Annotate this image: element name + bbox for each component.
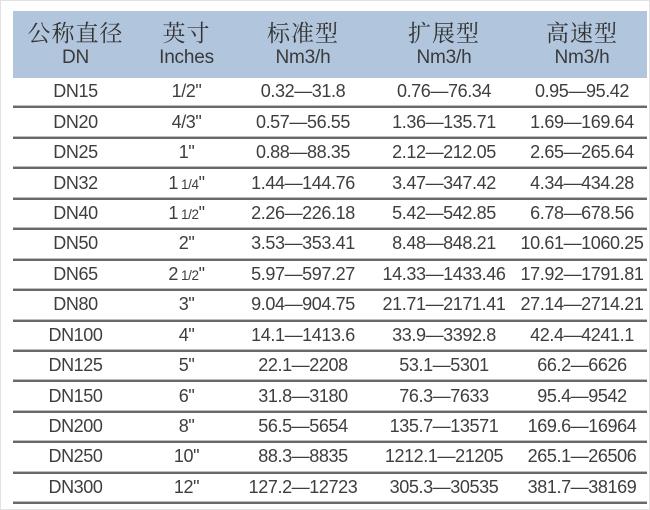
cell-inches xyxy=(138,477,235,498)
cell-high-speed-range: 42.4—4241.1 xyxy=(530,324,634,345)
table-row xyxy=(13,322,647,349)
cell-dn: DN150 xyxy=(48,385,103,406)
cell-extended-range: 53.1—5301 xyxy=(399,355,489,376)
cell-extended-range: 1.36—135.71 xyxy=(392,111,496,132)
cell-dn: DN50 xyxy=(53,233,98,254)
table-row xyxy=(13,382,647,409)
cell-inches xyxy=(138,173,235,194)
inch-whole: 4/3 xyxy=(171,111,196,132)
cell-extended-range: 5.42—542.85 xyxy=(392,202,496,223)
inch-mark: " xyxy=(198,202,205,223)
cell-extended-range: 3.47—347.42 xyxy=(392,172,496,193)
cell-high-speed-range: 169.6—16964 xyxy=(527,416,637,437)
cell-standard-range: 0.57—56.55 xyxy=(255,111,351,132)
cell-high-speed-range: 66.2—6626 xyxy=(537,355,627,376)
inch-mark: " xyxy=(195,111,202,132)
cell-extended-range: 14.33—1433.46 xyxy=(382,263,506,284)
column-title: 标准型 xyxy=(267,19,339,46)
cell-inches xyxy=(138,81,235,102)
table-row xyxy=(13,413,647,440)
table-row xyxy=(13,108,647,135)
inch-whole: 5 xyxy=(178,355,189,376)
cell-dn: DN250 xyxy=(48,446,103,467)
cell-extended-range: 2.12—212.05 xyxy=(392,142,496,163)
cell-high-speed-range: 265.1—26506 xyxy=(527,446,637,467)
cell-high-speed-range: 0.95—95.42 xyxy=(534,81,630,102)
column-header-high-speed xyxy=(517,20,647,69)
cell-standard-range: 1.44—144.76 xyxy=(251,172,355,193)
column-title: 扩展型 xyxy=(408,19,480,46)
cell-standard-range: 127.2—12723 xyxy=(248,476,358,497)
table-row xyxy=(13,352,647,379)
table-row xyxy=(13,169,647,196)
inch-whole: 4 xyxy=(178,324,189,345)
inch-whole: 6 xyxy=(178,385,189,406)
cell-extended-range: 33.9—3392.8 xyxy=(392,324,496,345)
inch-whole: 1 xyxy=(168,202,179,223)
column-header-extended xyxy=(371,20,517,69)
cell-inches xyxy=(138,203,235,224)
column-header-dn xyxy=(13,20,138,69)
cell-inches xyxy=(138,233,235,254)
table-row xyxy=(13,230,647,257)
cell-high-speed-range: 17.92—1791.81 xyxy=(520,263,644,284)
cell-inches xyxy=(138,112,235,133)
inch-mark: " xyxy=(193,446,200,467)
cell-dn: DN300 xyxy=(48,476,103,497)
cell-extended-range: 8.48—848.21 xyxy=(392,233,496,254)
table-header xyxy=(13,11,647,78)
inch-mark: " xyxy=(188,294,195,315)
row-separator xyxy=(13,501,647,504)
inch-mark: " xyxy=(195,81,202,102)
inch-mark: " xyxy=(198,263,205,284)
inch-whole: 3 xyxy=(178,294,189,315)
column-title: 英寸 xyxy=(162,19,211,46)
cell-dn: DN100 xyxy=(48,324,103,345)
cell-dn: DN40 xyxy=(53,202,98,223)
cell-dn: DN32 xyxy=(53,172,98,193)
column-header-inches xyxy=(138,20,235,69)
cell-dn: DN15 xyxy=(53,81,98,102)
cell-dn: DN125 xyxy=(48,355,103,376)
cell-high-speed-range: 10.61—1060.25 xyxy=(520,233,644,254)
cell-extended-range: 0.76—76.34 xyxy=(396,81,492,102)
cell-dn: DN200 xyxy=(48,416,103,437)
cell-inches xyxy=(138,355,235,376)
cell-high-speed-range: 4.34—434.28 xyxy=(530,172,634,193)
cell-standard-range: 88.3—8835 xyxy=(258,446,348,467)
column-subtitle: Inches xyxy=(159,47,214,69)
cell-high-speed-range: 1.69—169.64 xyxy=(530,111,634,132)
cell-extended-range: 76.3—7633 xyxy=(399,385,489,406)
table-row xyxy=(13,291,647,318)
cell-high-speed-range: 6.78—678.56 xyxy=(530,202,634,223)
cell-standard-range: 0.88—88.35 xyxy=(255,142,351,163)
cell-standard-range: 3.53—353.41 xyxy=(251,233,355,254)
cell-inches xyxy=(138,446,235,467)
inch-whole: 12 xyxy=(173,476,194,497)
cell-standard-range: 2.26—226.18 xyxy=(251,202,355,223)
table-row xyxy=(13,261,647,288)
inch-mark: " xyxy=(188,385,195,406)
table-row xyxy=(13,443,647,470)
inch-whole: 2 xyxy=(168,263,179,284)
table-body xyxy=(13,78,647,504)
column-subtitle: Nm3/h xyxy=(554,47,610,69)
cell-dn: DN65 xyxy=(53,263,98,284)
cell-high-speed-range: 27.14—2714.21 xyxy=(520,294,644,315)
inch-mark: " xyxy=(188,355,195,376)
column-subtitle: Nm3/h xyxy=(416,47,472,69)
column-title: 高速型 xyxy=(546,19,618,46)
cell-high-speed-range: 2.65—265.64 xyxy=(530,142,634,163)
inch-whole: 1 xyxy=(178,142,189,163)
cell-standard-range: 22.1—2208 xyxy=(258,355,348,376)
inch-mark: " xyxy=(188,324,195,345)
inch-fraction: 1/4 xyxy=(181,176,199,192)
cell-inches xyxy=(138,416,235,437)
cell-inches xyxy=(138,386,235,407)
cell-standard-range: 56.5—5654 xyxy=(258,416,348,437)
inch-mark: " xyxy=(193,476,200,497)
inch-whole: 8 xyxy=(178,416,189,437)
cell-inches xyxy=(138,264,235,285)
cell-inches xyxy=(138,294,235,315)
cell-extended-range: 305.3—30535 xyxy=(389,476,499,497)
table-row xyxy=(13,474,647,501)
inch-mark: " xyxy=(198,172,205,193)
table-row xyxy=(13,200,647,227)
column-title: 公称直径 xyxy=(27,19,124,46)
table-row xyxy=(13,78,647,105)
cell-extended-range: 21.71—2171.41 xyxy=(382,294,506,315)
inch-fraction: 1/2 xyxy=(181,206,199,222)
inch-whole: 10 xyxy=(173,446,194,467)
inch-mark: " xyxy=(188,233,195,254)
cell-inches xyxy=(138,325,235,346)
cell-dn: DN80 xyxy=(53,294,98,315)
table-row xyxy=(13,139,647,166)
cell-dn: DN20 xyxy=(53,111,98,132)
inch-fraction: 1/2 xyxy=(181,267,199,283)
cell-standard-range: 14.1—1413.6 xyxy=(251,324,355,345)
inch-mark: " xyxy=(188,416,195,437)
cell-high-speed-range: 381.7—38169 xyxy=(527,476,637,497)
cell-standard-range: 0.32—31.8 xyxy=(260,81,346,102)
column-subtitle: Nm3/h xyxy=(275,47,331,69)
cell-high-speed-range: 95.4—9542 xyxy=(537,385,627,406)
cell-extended-range: 135.7—13571 xyxy=(389,416,499,437)
cell-extended-range: 1212.1—21205 xyxy=(384,446,504,467)
column-header-standard xyxy=(235,20,371,69)
inch-mark: " xyxy=(188,142,195,163)
cell-standard-range: 5.97—597.27 xyxy=(251,263,355,284)
cell-standard-range: 31.8—3180 xyxy=(258,385,348,406)
inch-whole: 1/2 xyxy=(171,81,196,102)
cell-standard-range: 9.04—904.75 xyxy=(251,294,355,315)
inch-whole: 1 xyxy=(168,172,179,193)
cell-inches xyxy=(138,142,235,163)
inch-whole: 2 xyxy=(178,233,189,254)
cell-dn: DN25 xyxy=(53,142,98,163)
column-subtitle: DN xyxy=(61,47,90,69)
